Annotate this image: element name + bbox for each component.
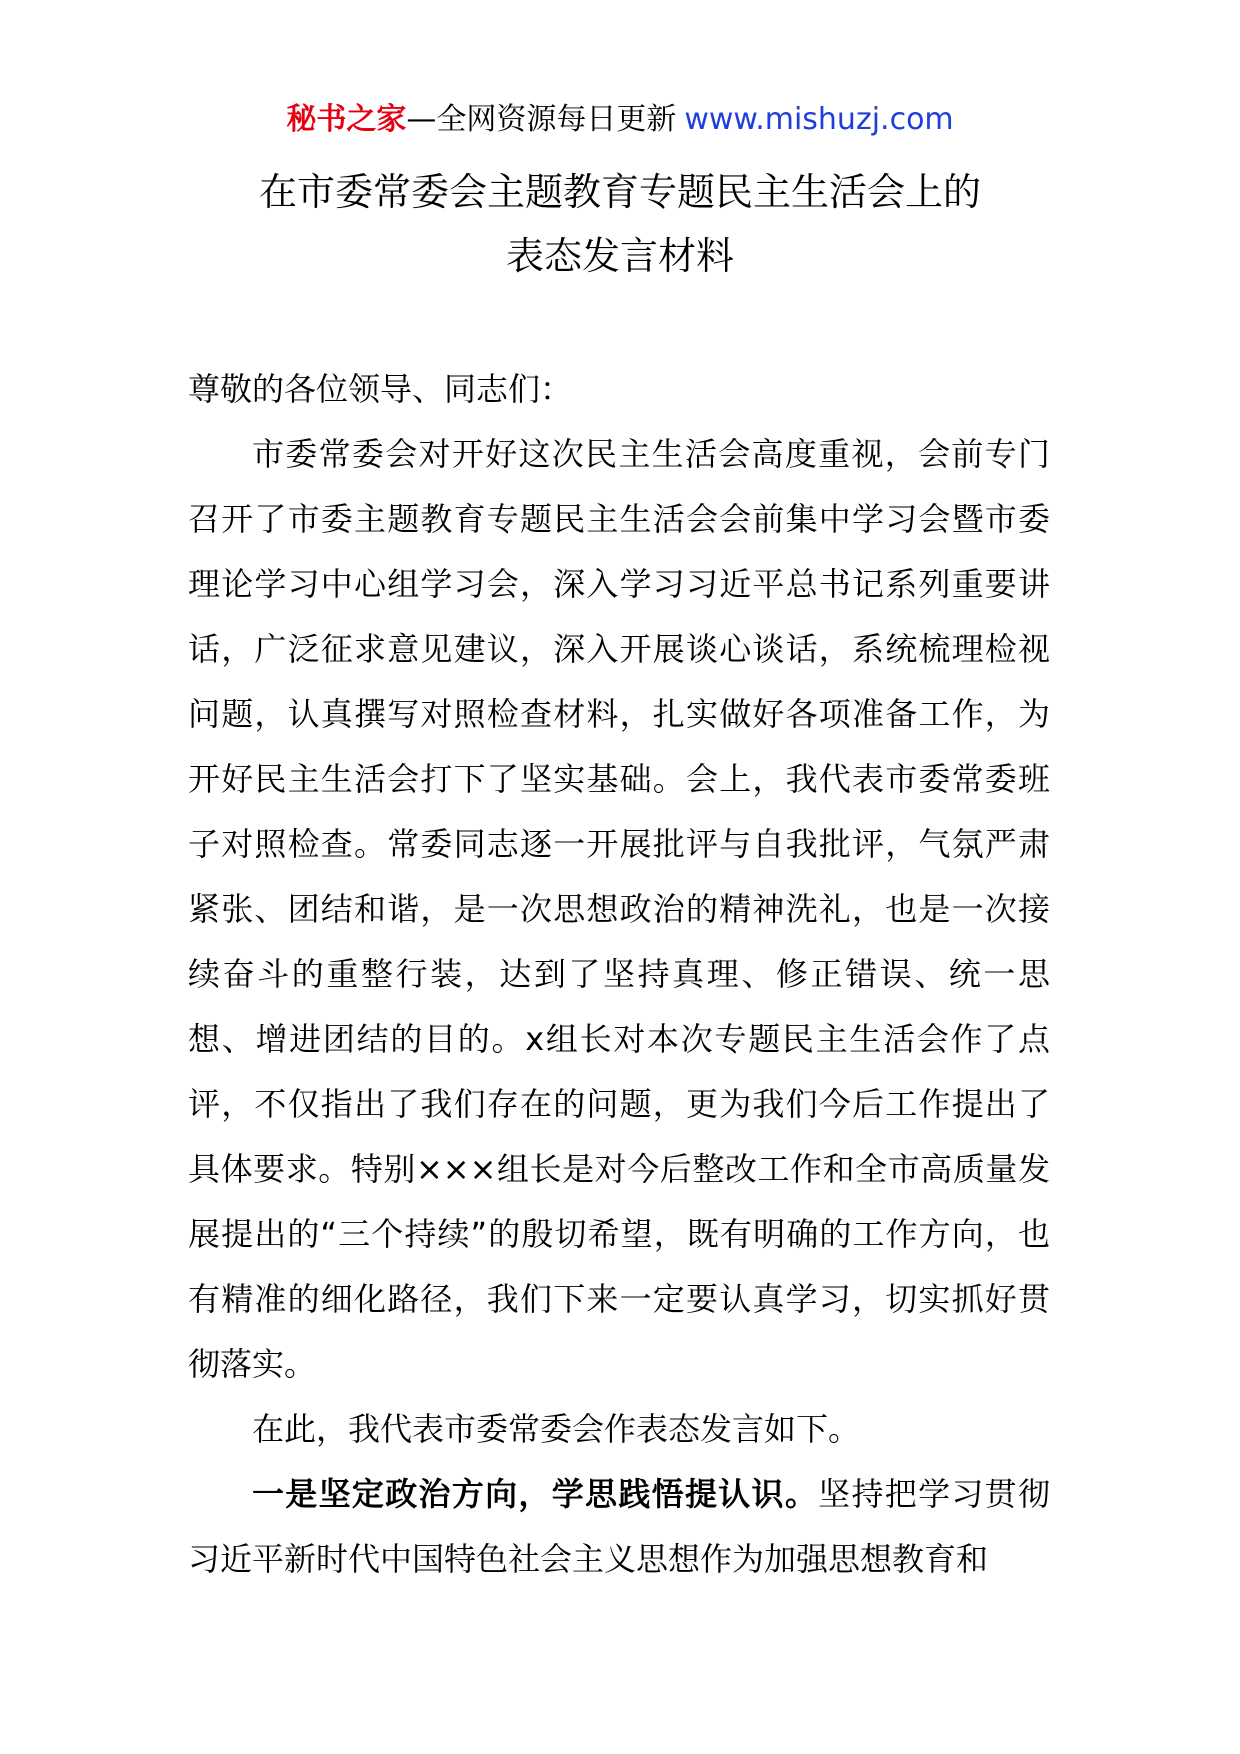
brand-name: 秘书之家	[286, 102, 407, 137]
document-body	[188, 357, 1050, 1592]
paragraph-3-heading: 一是坚定政治方向，学思践悟提认识。	[252, 1475, 819, 1513]
paragraph-3-text: 坚持把学习贯彻习近平新时代中国特色社会主义思想作为加强思想教育和	[188, 1475, 1050, 1578]
title-line-2: 表态发言材料	[505, 234, 734, 278]
paragraph-1: 市委常委会对开好这次民主生活会高度重视，会前专门召开了市委主题教育专题民主生活会会前集中学习会暨市委理论学习中心组学习会，深入学习习近平总书记系列重要讲话，广泛征求意见建议，深入开展谈心谈话，系统梳理检视问题，认真撰写对照检查材料，扎实做好各项准备工作，为开好民主生活会打下了坚实基础。会上，我代表市委常委班子对照检查。常委同志逐一开展批评与自我批评，气氛严肃紧张、团结和谐，是一次思想政治的精神洗礼，也是一次接续奋斗的重整行装，达到了坚持真理、修正错误、统一思想、增进团结的目的。x组长对本次专题民主生活会作了点评，不仅指出了我们存在的问题，更为我们今后工作提出了具体要求。特别×××组长是对今后整改工作和全市高质量发展提出的“三个持续”的殷切希望，既有明确的工作方向，也有精准的细化路径，我们下来一定要认真学习，切实抓好贯彻落实。	[188, 435, 1050, 1383]
salutation: 尊敬的各位领导、同志们：	[188, 370, 573, 408]
header-slogan: —全网资源每日更新	[406, 102, 677, 137]
site-url[interactable]: www.mishuzj.com	[684, 102, 954, 137]
document-title	[0, 160, 1240, 288]
site-header	[0, 98, 1240, 142]
paragraph-3	[188, 1462, 1050, 1592]
paragraph-2: 在此，我代表市委常委会作表态发言如下。	[252, 1410, 861, 1448]
title-line-1: 在市委常委会主题教育专题民主生活会上的	[258, 170, 981, 214]
